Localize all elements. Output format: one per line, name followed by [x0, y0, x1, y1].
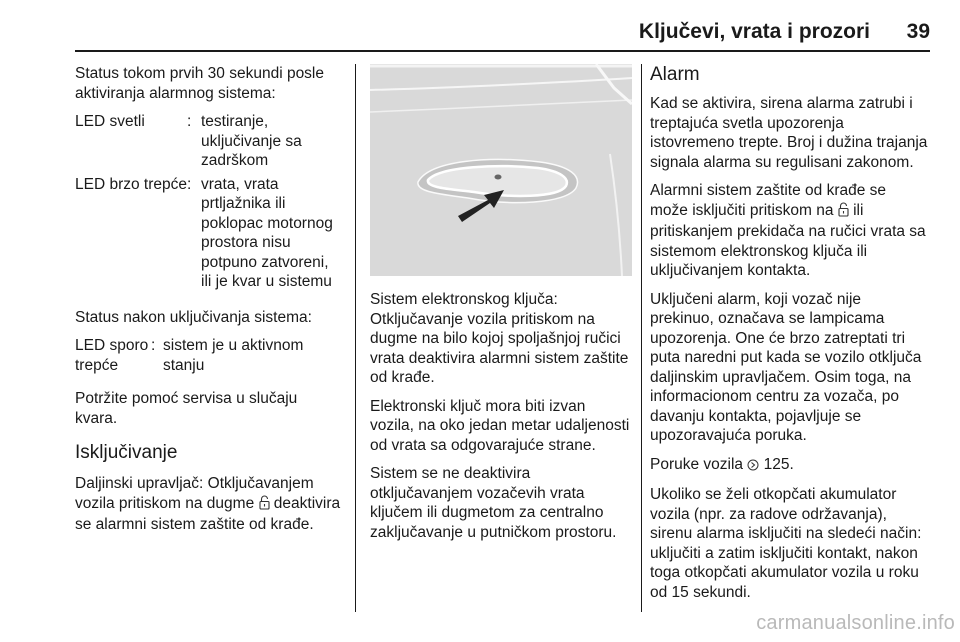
column-divider-right	[641, 64, 642, 612]
no-deactivation-paragraph: Sistem se ne deaktivira otključavanjem vozačevih vrata ključem ili dugmetom za centralno zaključavanje u putničkom prostoru.	[370, 465, 617, 541]
status-sep: :	[187, 175, 192, 193]
section-heading-deactivation: Isključivanje	[75, 442, 178, 463]
column-right	[650, 64, 928, 611]
service-note: Potržite pomoć servisa u slučaju kvara.	[75, 390, 298, 427]
column-divider-left	[355, 64, 356, 612]
page-reference-arrow-icon	[747, 457, 759, 477]
status-value: sistem je u aktivnom stanju	[163, 337, 304, 374]
status-sep: :	[187, 113, 192, 130]
status-key: LED brzo trepće	[75, 175, 187, 193]
battery-disconnect-paragraph: Ukoliko se želi otkopčati akumulator vozila (npr. za radove održavanja), sirenu alarma isključiti na sledeći način: uključiti a zatim isključiti kontakt, nakon toga otkopčati akumulator vozila u roku od 15 sekundi.	[650, 486, 922, 601]
alarm-paragraph-2-before: Alarmni sistem zaštite od krađe se može isključiti pritiskom na	[650, 182, 887, 219]
alarm-paragraph-3: Uključeni alarm, koji vozač nije prekinuo, označava se lampicama upozorenja. One će brzo zatreptati tri puta naredni put kada se vozilo otključa daljinskim upravljačem. Osim toga, na informacionom centru za vozača, po davanju kontakta, pojavljuje se upozoravajuća poruka.	[650, 290, 922, 444]
status-key: LED svetli	[75, 113, 145, 130]
status-key: LED sporo trepće	[75, 337, 149, 374]
status-row-led-slow	[75, 336, 343, 375]
electronic-key-paragraph: Sistem elektronskog ključa: Otključavanje vozila pritiskom na dugme na bilo kojoj spoljašnjoj ručici vrata deaktivira alarmni sistem zaštite od krađe.	[370, 291, 629, 386]
status-row-led-on	[75, 112, 343, 171]
deactivation-text-before: Daljinski upravljač: Otključavanjem vozila pritiskom na dugme	[75, 475, 314, 512]
status-sep: :	[151, 337, 156, 354]
door-handle-illustration	[370, 64, 632, 276]
running-header-title: Ključevi, vrata i prozori	[638, 20, 870, 43]
unlock-padlock-icon	[259, 495, 270, 516]
status-intro-after: Status nakon uključivanja sistema:	[75, 308, 312, 326]
watermark: carmanualsonline.info	[756, 612, 955, 634]
vehicle-messages-ref	[650, 455, 928, 477]
alarm-paragraph-2	[650, 181, 928, 281]
status-row-led-fast	[75, 175, 343, 292]
unlock-padlock-icon	[838, 202, 849, 223]
column-middle	[370, 64, 632, 551]
alarm-paragraph-1: Kad se aktivira, sirena alarma zatrubi i treptajuća svetla upozorenja istovremeno trepte. Broj i dužina trajanja signala alarma su regulisani zakonom.	[650, 95, 928, 171]
deactivation-text-after: deaktivira se alarmni sistem zaštite od krađe.	[75, 494, 341, 533]
header-rule	[75, 50, 930, 52]
status-value: testiranje, uključivanje sa zadrškom	[201, 113, 302, 169]
alarm-paragraph-2-after: ili pritiskanjem prekidača na ručici vrata sa sistemom elektronskog ključa ili uključivanjem kontakta.	[650, 201, 926, 279]
status-intro: Status tokom prvih 30 sekundi posle aktiviranja alarmnog sistema:	[75, 65, 324, 102]
vehicle-messages-label: Poruke vozila	[650, 455, 748, 473]
page-number: 39	[906, 20, 930, 43]
status-value: vrata, vrata prtljažnika ili poklopac motornog prostora nisu potpuno zatvoreni, ili je kvar u sistemu	[201, 175, 333, 290]
key-distance-paragraph: Elektronski ključ mora biti izvan vozila, na oko jedan metar udaljenosti od vrata sa odgovarajuće strane.	[370, 397, 630, 454]
vehicle-messages-page[interactable]: 125.	[763, 455, 794, 473]
column-left	[75, 64, 343, 544]
section-heading-alarm: Alarm	[650, 64, 700, 85]
deactivation-text	[75, 474, 343, 535]
